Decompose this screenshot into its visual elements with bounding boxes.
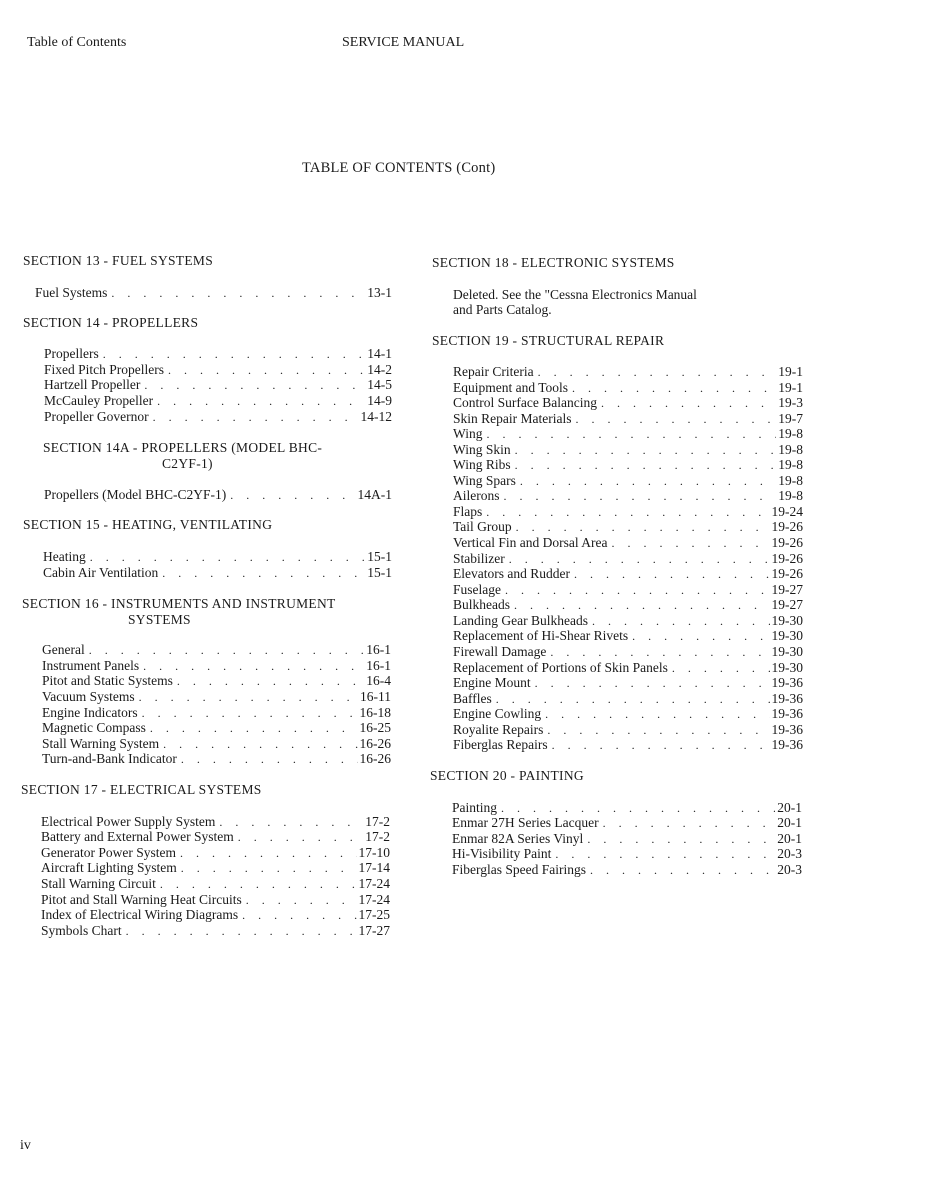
toc-page: 16-4 <box>366 673 391 688</box>
section-heading: SECTION 15 - HEATING, VENTILATING <box>23 517 273 532</box>
leader-dots <box>632 628 769 644</box>
toc-page: 19-1 <box>778 380 803 395</box>
toc-label: Landing Gear Bulkheads <box>453 613 588 628</box>
toc-label: Wing Spars <box>453 473 516 488</box>
toc-entry[interactable] <box>44 393 392 409</box>
leader-dots <box>126 923 357 939</box>
toc-entry[interactable] <box>44 409 392 425</box>
toc-entry[interactable] <box>452 831 802 847</box>
toc-entry[interactable] <box>453 457 803 473</box>
leader-dots <box>505 582 770 598</box>
leader-dots <box>550 644 769 660</box>
toc-page: 17-2 <box>365 814 390 829</box>
leader-dots <box>547 722 769 738</box>
toc-label: Painting <box>452 800 498 815</box>
toc-entry[interactable] <box>43 549 392 565</box>
toc-label: Baffles <box>453 691 492 706</box>
toc-entry[interactable] <box>453 597 803 613</box>
toc-page: 19-8 <box>778 426 803 441</box>
toc-label: General <box>42 642 85 657</box>
toc-page: 19-8 <box>778 488 803 503</box>
toc-page: 17-2 <box>365 829 390 844</box>
toc-label: Wing Skin <box>453 442 511 457</box>
leader-dots <box>168 362 365 378</box>
toc-label: Enmar 27H Series Lacquer <box>452 815 599 830</box>
leader-dots <box>181 751 358 767</box>
toc-label: Hi-Visibility Paint <box>452 846 552 861</box>
toc-entry[interactable] <box>44 346 392 362</box>
toc-entry[interactable] <box>453 364 803 380</box>
leader-dots <box>246 892 357 908</box>
toc-label: Engine Mount <box>453 675 531 690</box>
toc-entry[interactable] <box>453 426 803 442</box>
toc-page: 13-1 <box>367 285 392 300</box>
toc-label: Battery and External Power System <box>41 829 234 844</box>
leader-dots <box>150 720 358 736</box>
toc-page: 20-1 <box>777 831 802 846</box>
toc-page: 16-1 <box>366 642 391 657</box>
toc-label: Firewall Damage <box>453 644 547 659</box>
toc-page: 17-24 <box>358 892 390 907</box>
toc-label: Propellers (Model BHC-C2YF-1) <box>44 487 227 502</box>
toc-entry[interactable] <box>453 551 803 567</box>
toc-entry[interactable] <box>453 566 803 582</box>
leader-dots <box>242 907 356 923</box>
deleted-note-cont: and Parts Catalog. <box>453 302 552 317</box>
toc-page: 14A-1 <box>357 487 392 502</box>
leader-dots <box>601 395 776 411</box>
leader-dots <box>515 442 777 458</box>
toc-page: 19-36 <box>771 706 803 721</box>
toc-page: 16-1 <box>366 658 391 673</box>
toc-page: 19-24 <box>771 504 803 519</box>
toc-label: Stabilizer <box>453 551 505 566</box>
leader-dots <box>572 380 776 396</box>
toc-label: Vacuum Systems <box>42 689 135 704</box>
toc-page: 19-1 <box>778 364 803 379</box>
header-left: Table of Contents <box>27 35 127 50</box>
toc-page: 17-25 <box>358 907 390 922</box>
toc-page: 17-14 <box>358 860 390 875</box>
toc-entry[interactable] <box>41 892 390 908</box>
toc-page: 19-30 <box>771 613 803 628</box>
toc-label: Electrical Power Supply System <box>41 814 216 829</box>
toc-label: Flaps <box>453 504 483 519</box>
leader-dots <box>238 829 364 845</box>
leader-dots <box>486 504 769 520</box>
leader-dots <box>574 566 770 582</box>
toc-entry[interactable] <box>453 706 803 722</box>
toc-label: Royalite Repairs <box>453 722 544 737</box>
toc-entry[interactable] <box>42 673 391 689</box>
leader-dots <box>89 642 365 658</box>
toc-label: Tail Group <box>453 519 512 534</box>
toc-entry[interactable] <box>453 644 803 660</box>
toc-page: 20-1 <box>777 815 802 830</box>
toc-entry[interactable] <box>44 362 392 378</box>
toc-page: 19-26 <box>771 551 803 566</box>
toc-page: 14-1 <box>367 346 392 361</box>
toc-page: 19-26 <box>771 566 803 581</box>
toc-page: 20-3 <box>777 846 802 861</box>
toc-page: 19-36 <box>771 722 803 737</box>
toc-label: Symbols Chart <box>41 923 122 938</box>
toc-label: Fuselage <box>453 582 501 597</box>
toc-label: Aircraft Lighting System <box>41 860 177 875</box>
toc-label: Replacement of Hi-Shear Rivets <box>453 628 629 643</box>
leader-dots <box>545 706 769 722</box>
section-heading-cont: SYSTEMS <box>128 612 191 627</box>
toc-entry[interactable] <box>453 504 803 520</box>
section-heading: SECTION 13 - FUEL SYSTEMS <box>23 253 214 268</box>
leader-dots <box>143 658 364 674</box>
toc-page: 19-26 <box>771 519 803 534</box>
leader-dots <box>139 689 358 705</box>
toc-label: Skin Repair Materials <box>453 411 572 426</box>
toc-page: 19-27 <box>771 597 803 612</box>
toc-entry[interactable] <box>453 535 803 551</box>
toc-entry[interactable] <box>41 829 390 845</box>
toc-label: Stall Warning System <box>42 736 160 751</box>
toc-page: 17-10 <box>358 845 390 860</box>
toc-entry[interactable] <box>44 377 392 393</box>
toc-label: Instrument Panels <box>42 658 140 673</box>
toc-label: Stall Warning Circuit <box>41 876 156 891</box>
leader-dots <box>555 846 775 862</box>
toc-page: 16-18 <box>359 705 391 720</box>
leader-dots <box>516 519 770 535</box>
toc-page: 19-8 <box>778 457 803 472</box>
leader-dots <box>180 845 357 861</box>
leader-dots <box>520 473 776 489</box>
toc-label: Bulkheads <box>453 597 510 612</box>
toc-page: 20-3 <box>777 862 802 877</box>
leader-dots <box>163 736 357 752</box>
section-heading: SECTION 14 - PROPELLERS <box>23 315 199 330</box>
toc-label: Index of Electrical Wiring Diagrams <box>41 907 239 922</box>
toc-page: 19-7 <box>778 411 803 426</box>
page-title: TABLE OF CONTENTS (Cont) <box>302 160 496 176</box>
toc-entry[interactable] <box>35 285 392 301</box>
toc-label: Engine Indicators <box>42 705 138 720</box>
toc-label: Control Surface Balancing <box>453 395 597 410</box>
toc-label: Generator Power System <box>41 845 176 860</box>
leader-dots <box>181 860 357 876</box>
leader-dots <box>219 814 363 830</box>
toc-label: Engine Cowling <box>453 706 542 721</box>
toc-entry[interactable] <box>41 923 390 939</box>
leader-dots <box>603 815 776 831</box>
toc-page: 15-1 <box>367 565 392 580</box>
leader-dots <box>592 613 770 629</box>
toc-label: Equipment and Tools <box>453 380 569 395</box>
toc-label: Fuel Systems <box>35 285 108 300</box>
toc-label: Pitot and Static Systems <box>42 673 173 688</box>
toc-label: Pitot and Stall Warning Heat Circuits <box>41 892 242 907</box>
leader-dots <box>552 737 770 753</box>
header-center: SERVICE MANUAL <box>342 35 465 50</box>
leader-dots <box>515 457 777 473</box>
toc-entry[interactable] <box>453 628 803 644</box>
toc-page: 16-26 <box>359 751 391 766</box>
section-heading: SECTION 14A - PROPELLERS (MODEL BHC- <box>43 440 323 455</box>
toc-entry[interactable] <box>453 395 803 411</box>
toc-label: Propellers <box>44 346 99 361</box>
toc-label: Wing Ribs <box>453 457 511 472</box>
leader-dots <box>111 285 365 301</box>
leader-dots <box>162 565 365 581</box>
toc-label: Vertical Fin and Dorsal Area <box>453 535 608 550</box>
toc-label: Fiberglas Repairs <box>453 737 548 752</box>
toc-label: Fixed Pitch Propellers <box>44 362 164 377</box>
toc-page: 19-26 <box>771 535 803 550</box>
leader-dots <box>90 549 366 565</box>
toc-page: 14-2 <box>367 362 392 377</box>
toc-page: 19-8 <box>778 473 803 488</box>
toc-page: 15-1 <box>367 549 392 564</box>
toc-entry[interactable] <box>453 380 803 396</box>
toc-entry[interactable] <box>44 487 392 503</box>
toc-entry[interactable] <box>42 642 391 658</box>
toc-label: Enmar 82A Series Vinyl <box>452 831 584 846</box>
leader-dots <box>486 426 776 442</box>
toc-entry[interactable] <box>453 442 803 458</box>
toc-page: 19-30 <box>771 628 803 643</box>
toc-page: 19-36 <box>771 675 803 690</box>
leader-dots <box>575 411 776 427</box>
toc-entry[interactable] <box>453 722 803 738</box>
toc-label: McCauley Propeller <box>44 393 154 408</box>
leader-dots <box>504 488 777 504</box>
toc-entry[interactable] <box>453 613 803 629</box>
toc-label: Ailerons <box>453 488 500 503</box>
toc-entry[interactable] <box>453 411 803 427</box>
toc-label: Fiberglas Speed Fairings <box>452 862 586 877</box>
toc-label: Heating <box>43 549 86 564</box>
deleted-note: Deleted. See the "Cessna Electronics Manual <box>453 287 697 302</box>
toc-page: 14-9 <box>367 393 392 408</box>
toc-entry[interactable] <box>453 473 803 489</box>
leader-dots <box>496 691 770 707</box>
toc-entry[interactable] <box>41 814 390 830</box>
toc-entry[interactable] <box>453 519 803 535</box>
toc-entry[interactable] <box>453 660 803 676</box>
toc-page: 19-27 <box>771 582 803 597</box>
toc-entry[interactable] <box>453 737 803 753</box>
toc-label: Propeller Governor <box>44 409 149 424</box>
leader-dots <box>509 551 770 567</box>
toc-entry[interactable] <box>42 705 391 721</box>
leader-dots <box>535 675 770 691</box>
toc-page: 19-30 <box>771 660 803 675</box>
toc-label: Hartzell Propeller <box>44 377 141 392</box>
leader-dots <box>538 364 777 380</box>
leader-dots <box>177 673 364 689</box>
toc-entry[interactable] <box>452 846 802 862</box>
toc-entry[interactable] <box>43 565 392 581</box>
toc-entry[interactable] <box>452 800 802 816</box>
toc-entry[interactable] <box>41 907 390 923</box>
toc-page: 16-11 <box>360 689 391 704</box>
toc-label: Magnetic Compass <box>42 720 146 735</box>
leader-dots <box>611 535 769 551</box>
toc-entry[interactable] <box>42 736 391 752</box>
toc-label: Turn-and-Bank Indicator <box>42 751 177 766</box>
toc-entry[interactable] <box>453 488 803 504</box>
toc-entry[interactable] <box>41 876 390 892</box>
page-number: iv <box>20 1138 31 1153</box>
toc-entry[interactable] <box>42 720 391 736</box>
leader-dots <box>157 393 365 409</box>
toc-entry[interactable] <box>41 860 390 876</box>
leader-dots <box>514 597 770 613</box>
section-heading: SECTION 20 - PAINTING <box>430 768 584 783</box>
leader-dots <box>587 831 775 847</box>
toc-label: Repair Criteria <box>453 364 534 379</box>
leader-dots <box>590 862 775 878</box>
toc-entry[interactable] <box>42 689 391 705</box>
toc-page: 16-26 <box>359 736 391 751</box>
leader-dots <box>230 487 355 503</box>
toc-entry[interactable] <box>452 862 802 878</box>
toc-page: 14-5 <box>367 377 392 392</box>
toc-page: 16-25 <box>359 720 391 735</box>
section-heading: SECTION 19 - STRUCTURAL REPAIR <box>432 333 665 348</box>
toc-page: 20-1 <box>777 800 802 815</box>
leader-dots <box>501 800 775 816</box>
toc-label: Elevators and Rudder <box>453 566 570 581</box>
toc-page: 14-12 <box>360 409 392 424</box>
section-heading-cont: C2YF-1) <box>162 456 213 471</box>
toc-entry[interactable] <box>42 751 391 767</box>
toc-page: 17-27 <box>358 923 390 938</box>
section-heading: SECTION 18 - ELECTRONIC SYSTEMS <box>432 255 675 270</box>
section-heading: SECTION 17 - ELECTRICAL SYSTEMS <box>21 782 262 797</box>
toc-entry[interactable] <box>453 675 803 691</box>
toc-entry[interactable] <box>453 582 803 598</box>
leader-dots <box>160 876 357 892</box>
leader-dots <box>144 377 365 393</box>
leader-dots <box>103 346 366 362</box>
section-heading: SECTION 16 - INSTRUMENTS AND INSTRUMENT <box>22 596 336 611</box>
toc-page: 19-8 <box>778 442 803 457</box>
toc-label: Replacement of Portions of Skin Panels <box>453 660 668 675</box>
toc-page: 19-36 <box>771 737 803 752</box>
toc-page: 19-36 <box>771 691 803 706</box>
leader-dots <box>153 409 359 425</box>
toc-entry[interactable] <box>452 815 802 831</box>
toc-label: Wing <box>453 426 483 441</box>
toc-entry[interactable] <box>453 691 803 707</box>
toc-entry[interactable] <box>41 845 390 861</box>
toc-label: Cabin Air Ventilation <box>43 565 159 580</box>
leader-dots <box>142 705 358 721</box>
toc-page: 19-3 <box>778 395 803 410</box>
toc-entry[interactable] <box>42 658 391 674</box>
toc-page: 19-30 <box>771 644 803 659</box>
toc-page: 17-24 <box>358 876 390 891</box>
leader-dots <box>672 660 770 676</box>
